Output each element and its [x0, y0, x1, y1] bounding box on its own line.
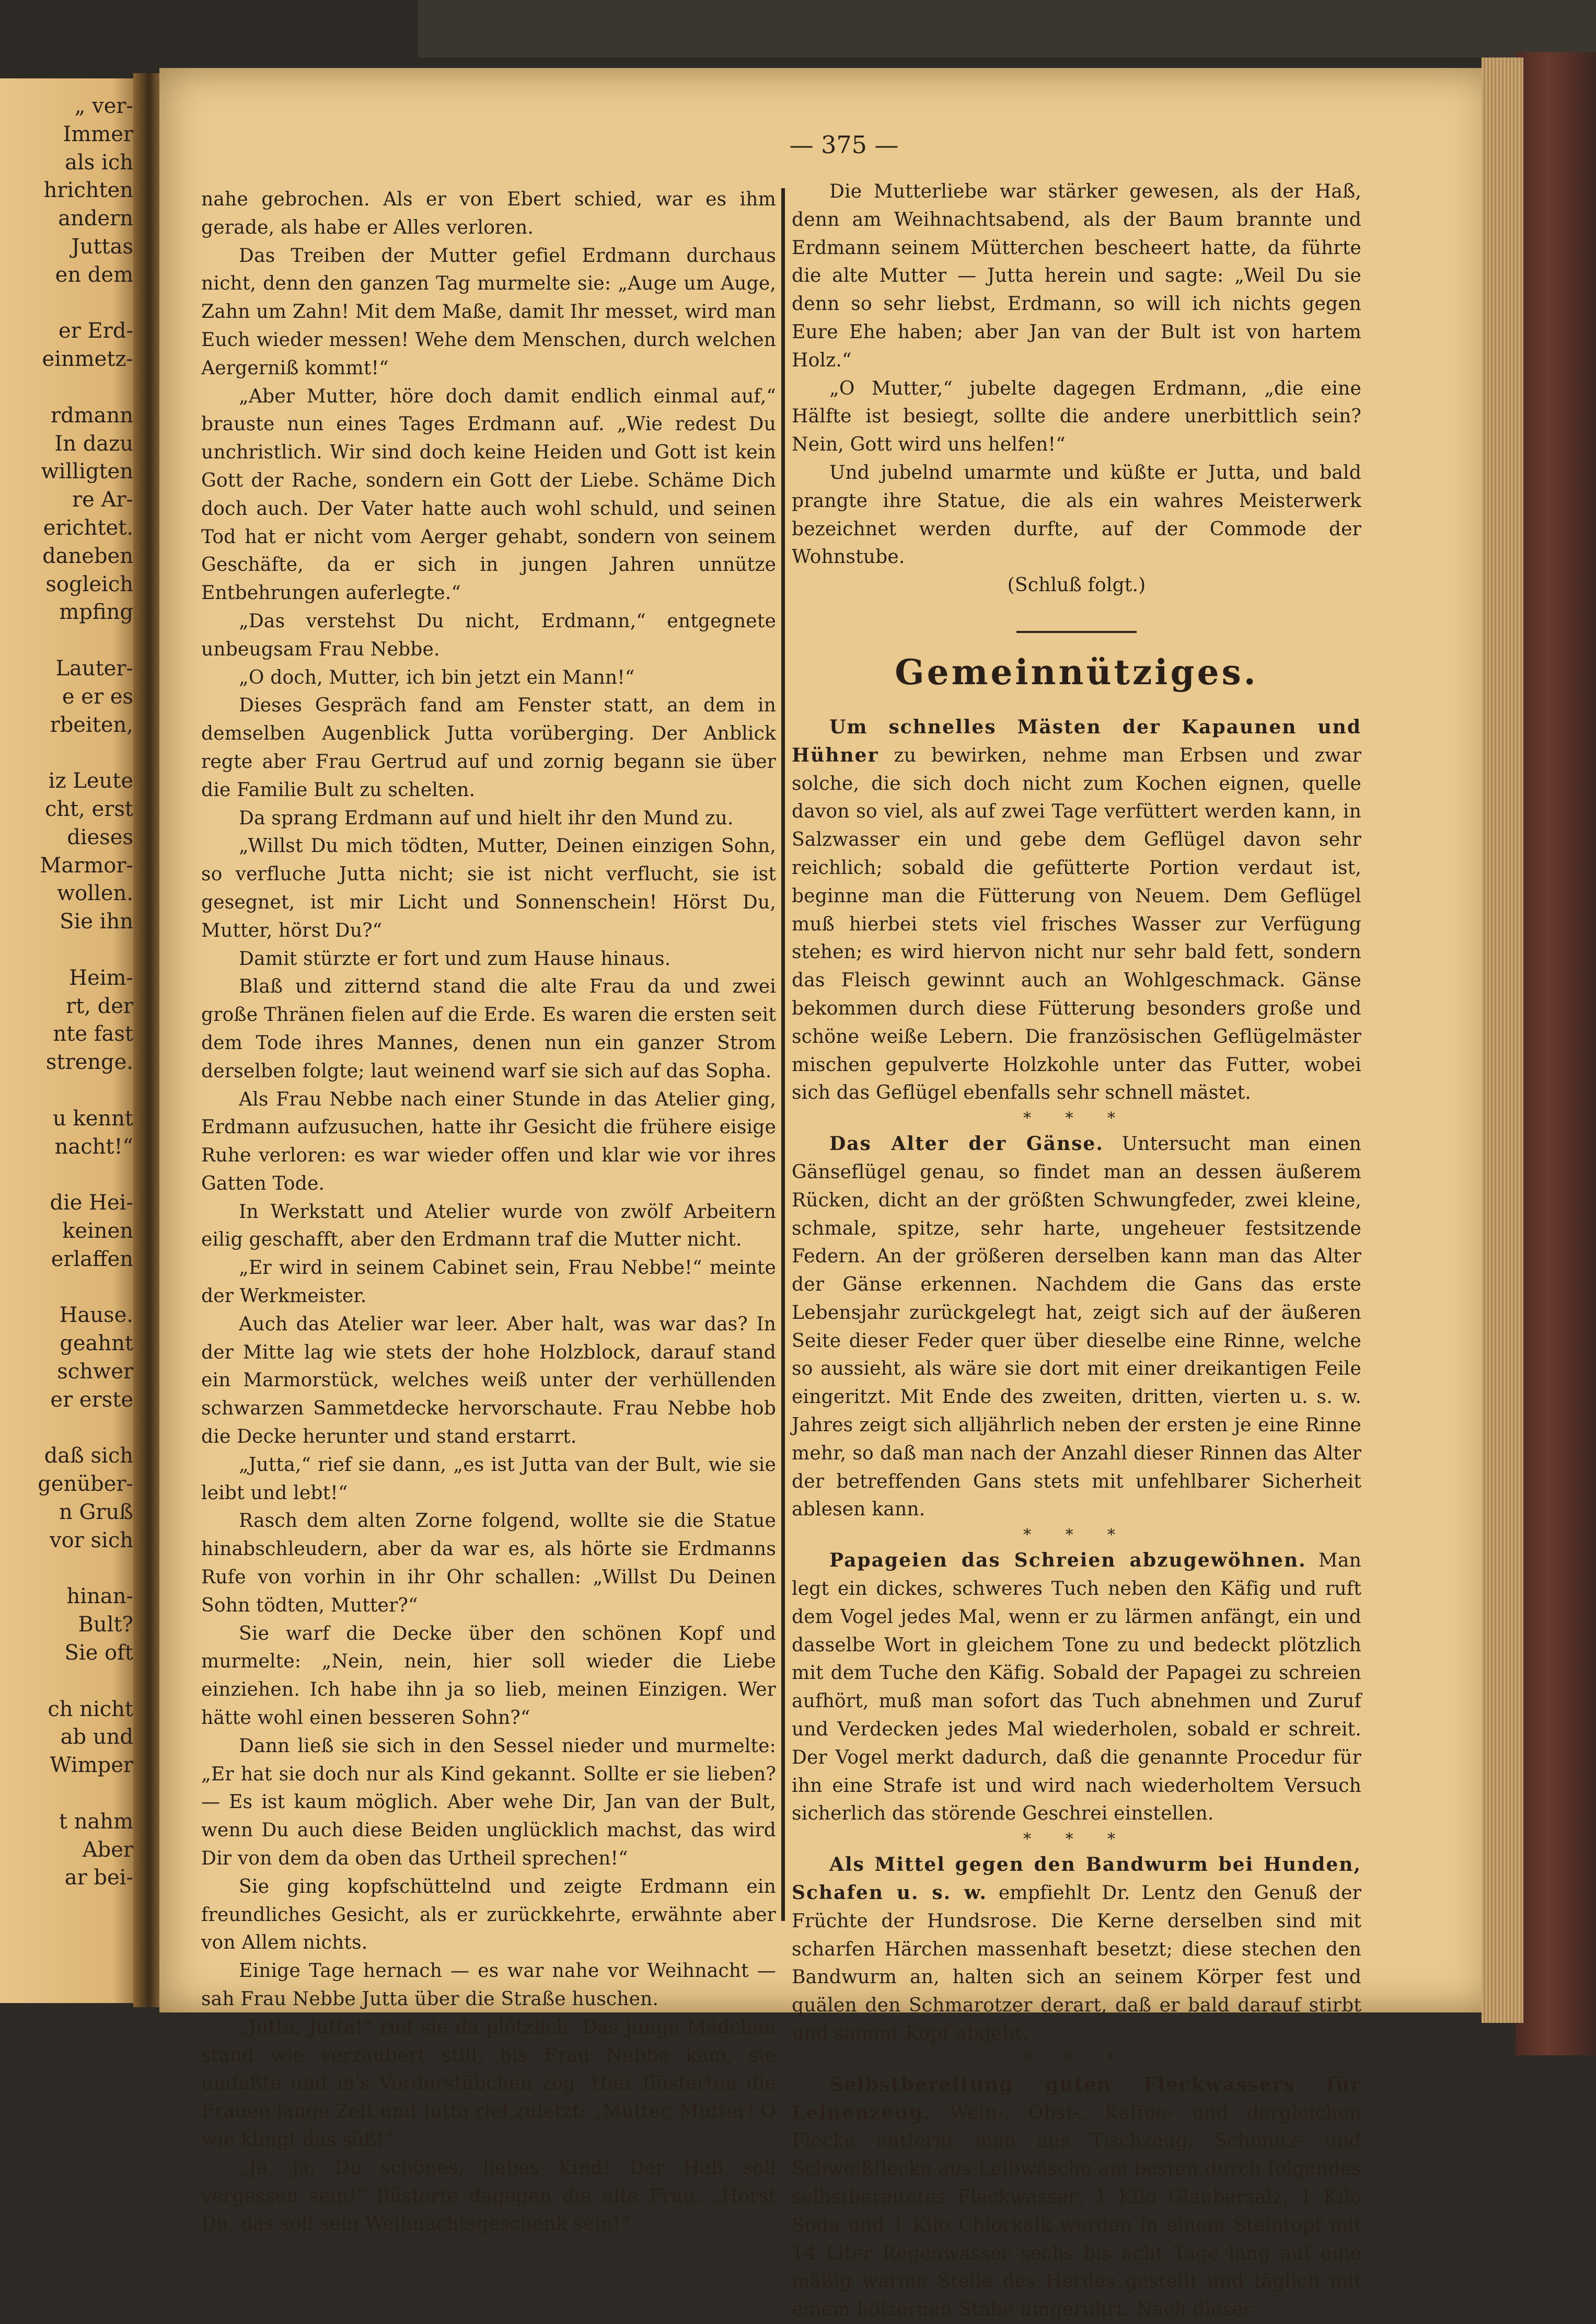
left-page-fragment: ch nicht — [48, 1697, 133, 1721]
story-paragraph: „Aber Mutter, höre doch damit endlich einmal auf,“ brauste nun eines Tages Erdmann auf. „Wie redest Du unchristlich. Wir sind doch keine Heiden und Gott ist kein Gott der Rache, sondern ein Gott der Liebe. Schäme Dich doch auch. Der Vater hatte auch wohl schuld, und seinen Tod hat er nicht vom Aerger gehabt, sondern von seinem Geschäfte, da er sich in jungen Jahren unnütze Entbehrungen auferlegte.“ — [201, 385, 776, 604]
left-page-fragment: rt, der — [65, 994, 133, 1018]
left-page-fragment: vor sich — [50, 1528, 133, 1552]
left-page-fragment: sogleich — [45, 572, 133, 596]
story-paragraph: Dann ließ sie sich in den Sessel nieder und murmelte: „Er hat sie doch nur als Kind gekannt. Sollte er sie lieben? — Es ist kaum möglich. Aber wehe Dir, Jan van der Bult, wenn Du auch diese Beiden unglücklich machst, das wird Dir von dem da oben das Urtheil sprechen!“ — [201, 1735, 776, 1870]
story-paragraph: Als Frau Nebbe nach einer Stunde in das Atelier ging, Erdmann aufzusuchen, hatte ihr Gesicht die frühere eisige Ruhe verloren: es war wieder offen und klar wie vor ihres Gatten Tode. — [201, 1088, 776, 1194]
left-page-fragment: ar bei- — [64, 1866, 133, 1890]
page-number: — 375 — — [789, 131, 899, 159]
left-page-fragment: Sie oft — [64, 1641, 133, 1665]
left-page-fragment: cht, erst — [44, 797, 133, 821]
article-body: empfiehlt Dr. Lentz den Genuß der Früchte der Hundsrose. Die Kerne derselben sind mit scharfen Härchen massenhaft besetzt; diese stechen den Bandwurm an, halten sich an seinem Körper fest und quälen den Schmarotzer derart, daß er bald darauf stirbt und sammt Kopf abgeht. — [792, 1882, 1361, 2045]
story-paragraph: „Das verstehst Du nicht, Erdmann,“ entgegnete unbeugsam Frau Nebbe. — [201, 610, 776, 660]
article-body: Untersucht man einen Gänseflügel genau, so findet man an dessen äußerem Rücken, dicht an der größten Schwungfeder, zwei kleine, schmale, spitze, sehr harte, ungeheuer festsitzende Federn. An der größeren derselben kann man das Alter der Gänse erkennen. Nachdem die Gans das erste Lebensjahr zurückgelegt hat, zeigt sich auf der äußeren Seite dieser Feder quer über dieselbe eine Rinne, welche so aussieht, als wäre sie dort mit einer dreikantigen Feile eingeritzt. Mit Ende des zweiten, dritten, vierten u. s. w. Jahres zeigt sich alljährlich neben der ersten je eine Rinne mehr, so daß man nach der Anzahl dieser Rinnen das Alter der betreffenden Gans stets mit unfehlbarer Sicherheit ablesen kann. — [792, 1133, 1361, 1521]
left-page-fragment: Bult? — [78, 1613, 133, 1637]
tip-article — [792, 1851, 1361, 2048]
left-page-fragment: er erste — [50, 1387, 133, 1412]
left-page-fragment: hrichten — [43, 178, 133, 203]
story-paragraph: „Er wird in seinem Cabinet sein, Frau Nebbe!“ meinte der Werkmeister. — [201, 1257, 776, 1307]
left-page-fragment: Juttas — [71, 235, 133, 259]
left-page-fragment: erlaffen — [51, 1247, 133, 1271]
story-paragraph: Und jubelnd umarmte und küßte er Jutta, und bald prangte ihre Statue, die als ein wahres Meisterwerk bezeichnet werden durfte, auf der Commode der Wohnstube. — [792, 462, 1361, 568]
story-paragraph: Einige Tage hernach — es war nahe vor Weihnacht — sah Frau Nebbe Jutta über die Straße huschen. — [201, 1960, 776, 2010]
right-column — [792, 178, 1361, 2324]
book-cover-edge — [1516, 52, 1596, 2055]
left-page-fragment: mpfing — [59, 600, 133, 625]
left-page-fragment: en dem — [55, 262, 133, 287]
left-page-fragment: genüber- — [38, 1472, 133, 1497]
left-page-fragment: schwer — [57, 1360, 133, 1384]
left-page-fragment: daneben — [42, 544, 133, 568]
left-page-fragment: In dazu — [54, 431, 133, 456]
left-page-fragment: dieses — [67, 825, 133, 849]
page-edges — [1482, 57, 1523, 2023]
article-title: Papageien das Schreien abzugewöhnen. — [829, 1549, 1306, 1572]
story-paragraph: Sie ging kopfschüttelnd und zeigte Erdmann ein freundliches Gesicht, als er zurückkehrte, erwähnte aber von Allem nichts. — [201, 1876, 776, 1954]
left-page-fragment: Immer — [63, 122, 133, 146]
story-paragraph: nahe gebrochen. Als er von Ebert schied, war es ihm gerade, als habe er Alles verloren. — [201, 189, 776, 238]
tip-article — [792, 2071, 1361, 2324]
article-title: Das Alter der Gänse. — [829, 1133, 1104, 1155]
story-paragraph: Sie warf die Decke über den schönen Kopf und murmelte: „Nein, nein, hier soll wieder die Liebe einziehen. Ich habe ihn ja so lieb, meinen Einzigen. Wer hätte wohl einen besseren Sohn?“ — [201, 1623, 776, 1729]
left-page-fragment: Aber — [82, 1837, 133, 1862]
story-paragraph: In Werkstatt und Atelier wurde von zwölf Arbeitern eilig geschafft, aber den Erdmann traf die Mutter nicht. — [201, 1201, 776, 1251]
book-binding-top — [418, 0, 1596, 57]
left-page-fragment: Wimper — [50, 1753, 133, 1778]
left-page-fragment: einmetz- — [42, 347, 133, 372]
left-page-fragment: willigten — [41, 459, 133, 484]
tip-article — [792, 714, 1361, 1107]
left-page-fragment: n Gruß — [59, 1500, 133, 1524]
left-page-fragment: daß sich — [44, 1444, 133, 1468]
left-page-fragment: rdmann — [50, 403, 133, 428]
article-separator: * * * — [1023, 1830, 1130, 1849]
article-title: Als Mittel gegen den Bandwurm bei Hunden, Schafen u. s. w. — [792, 1854, 1361, 1904]
story-paragraph: Blaß und zitternd stand die alte Frau da und zwei große Thränen fielen auf die Erde. Es waren die ersten seit dem Tode ihres Mannes, denen nun ein ganzer Strom derselben folgte; laut weinend warf sie sich auf das Sopha. — [201, 976, 776, 1082]
article-separator: * * * — [1023, 1526, 1130, 1545]
article-body: Man legt ein dickes, schweres Tuch neben den Käfig und ruft dem Vogel jedes Mal, wenn er zu lärmen anfängt, ein und dasselbe Wort in gleichem Tone zu und bedeckt plötzlich mit dem Tuche den Käfig. Sobald der Papagei zu schreien aufhört, muß man sofort das Tuch abnehmen und Zuruf und Verdecken jedes Mal wiederholen, sobald er schreit. Der Vogel merkt dadurch, daß die genannte Procedur für ihn eine Strafe ist und wird nach wiederholtem Versuch sicherlich das störende Geschrei einstellen. — [792, 1550, 1361, 1825]
story-paragraph: „Willst Du mich tödten, Mutter, Deinen einzigen Sohn, so verfluche Jutta nicht; sie ist nicht verflucht, sie ist gesegnet, ist mir Licht und Sonnenschein! Hörst Du, Mutter, hörst Du?“ — [201, 835, 776, 941]
left-page-fragment: nte fast — [53, 1022, 133, 1046]
article-title: Selbstbereitung guten Fleckwassers für Leinenzeug. — [792, 2073, 1361, 2124]
left-page-fragment: als ich — [65, 150, 133, 175]
left-page-fragment: Hause. — [59, 1303, 133, 1328]
article-title: Um schnelles Mästen der Kapaunen und Hühner — [792, 716, 1361, 766]
left-page-fragment: ab und — [60, 1725, 133, 1750]
story-paragraph: „Ja, ja, Du schönes, liebes Kind! Der Haß soll vergessen sein!“ flüsterte dagegen die alte Frau. „Hörst Du, das soll sein Weihnachtsgeschenk sein!“ — [201, 2157, 776, 2235]
tip-article — [792, 1547, 1361, 1828]
left-page-fragment: geahnt — [60, 1331, 133, 1356]
left-page-fragment: „ ver- — [74, 94, 133, 118]
tip-article — [792, 1130, 1361, 1524]
to-be-continued: (Schluß folgt.) — [1007, 574, 1146, 596]
left-page-fragment: Lauter- — [55, 657, 133, 681]
story-paragraph: Rasch dem alten Zorne folgend, wollte sie die Statue hinabschleudern, aber da war es, als hörte sie Erdmanns Rufe von vorhin in ihr Ohr schallen: „Willst Du Deinen Sohn tödten, Mutter?“ — [201, 1510, 776, 1616]
left-page-fragment: die Hei- — [50, 1191, 133, 1215]
story-paragraph: „Jutta,“ rief sie dann, „es ist Jutta van der Bult, wie sie leibt und lebt!“ — [201, 1454, 776, 1504]
right-page — [159, 68, 1508, 2321]
story-paragraph: Da sprang Erdmann auf und hielt ihr den Mund zu. — [239, 807, 734, 829]
left-page-fragment: u kennt — [53, 1106, 133, 1131]
left-page-fragment: Heim- — [69, 965, 133, 990]
left-column — [201, 186, 776, 2238]
column-divider — [781, 188, 785, 1921]
left-page-fragment: t nahm — [59, 1809, 133, 1834]
left-page-fragment: andern — [58, 206, 133, 231]
left-page-fragment: nacht!“ — [54, 1134, 133, 1159]
story-paragraph: Damit stürzte er fort und zum Hause hinaus. — [239, 948, 671, 970]
story-paragraph: „Jutta, Jutta!“ rief sie da plötzlich. Das junge Mädchen stand wie verzaubert still, bis Frau Nebbe kam, sie umfaßte und in's Vorderstübchen zog. Hier flüsterten die Frauen lange Zeit und Jutta rief zuletzt: „Mutter, Mutter! O wie klingt das süß!“ — [201, 2016, 777, 2150]
story-paragraph: Auch das Atelier war leer. Aber halt, was war das? In der Mitte lag wie stets der hohe Holzblock, darauf stand ein Marmorstück, welches weiß unter der verhüllenden schwarzen Sammetdecke hervorschaute. Frau Nebbe hob die Decke herunter und stand erstarrt. — [201, 1313, 776, 1448]
left-page-fragment: e er es — [62, 684, 133, 709]
left-page — [0, 78, 141, 2003]
story-paragraph: Das Treiben der Mutter gefiel Erdmann durchaus nicht, denn den ganzen Tag murmelte sie: „Auge um Auge, Zahn um Zahn! Mit dem Maße, damit Ihr messet, wird man Euch wieder messen! Wehe dem Menschen, durch welchen Aergerniß kommt!“ — [201, 245, 776, 379]
left-page-fragment: Marmor- — [40, 853, 133, 878]
left-page-fragment: keinen — [62, 1219, 133, 1243]
article-body: Wein-, Obst-, Kaffee- und dergleichen Flecke entfernt man aus Tischzeug, Schmutz- und Schweißflecke aus Leibwäsche am besten durch folgendes selbstbereitetes Fleckwasser: 1 Kilo Glaubersalz, 1 Kilo Soda und 1 Kilo Chlorkalk werden in einem Steintopf mit 14 Liter Regenwasser sechs bis acht Tage lang auf eine mäßig warme Stelle des Herdes gestellt und täglich mit einem hölzernen Stabe umgerührt. Nach dieser — [792, 2102, 1361, 2321]
left-page-fragment: wollen. — [56, 881, 133, 906]
article-body: zu bewirken, nehme man Erbsen und zwar solche, die sich doch nicht zum Kochen eignen, quelle davon so viel, als auf zwei Tage verfüttert werden kann, in Salzwasser ein und gebe dem Geflügel davon sehr reichlich; sobald die gefütterte Portion verdaut ist, beginne man die Fütterung von Neuem. Dem Geflügel muß hierbei stets viel frisches Wasser zur Verfügung stehen; es wird hiervon nicht nur sehr bald fett, sondern das Fleisch gewinnt auch an Wohlgeschmack. Gänse bekommen durch diese Fütterung besonders große und schöne weiße Lebern. Die französischen Geflügelmäster mischen gepulverte Holzkohle unter das Futter, wobei sich das Geflügel ebenfalls sehr schnell mästet. — [792, 744, 1361, 1104]
story-paragraph: „O Mutter,“ jubelte dagegen Erdmann, „die eine Hälfte ist besiegt, sollte die andere unerbittlich sein? Nein, Gott wird uns helfen!“ — [792, 377, 1361, 456]
left-page-fragment: Sie ihn — [60, 910, 133, 934]
section-rule — [1016, 631, 1137, 633]
article-separator: * * * — [1023, 1109, 1130, 1128]
left-page-fragment: strenge. — [45, 1050, 133, 1075]
story-paragraph: Dieses Gespräch fand am Fenster statt, an dem in demselben Augenblick Jutta vorüberging. Der Anblick regte aber Frau Gertrud auf und zornig begann sie über die Familie Bult zu schelten. — [201, 695, 776, 801]
article-separator: * * * — [1023, 2050, 1130, 2068]
left-page-fragment: iz Leute — [48, 769, 133, 793]
story-paragraph: Die Mutterliebe war stärker gewesen, als der Haß, denn am Weihnachtsabend, als der Baum brannte und Erdmann seinem Mütterchen bescheert hatte, da führte die alte Mutter — Jutta herein und sagte: „Weil Du sie denn so sehr liebst, Erdmann, so will ich nichts gegen Eure Ehe haben; aber Jan van der Bult ist von hartem Holz.“ — [792, 181, 1361, 371]
left-page-fragment: erichtet. — [43, 516, 133, 540]
story-paragraph: „O doch, Mutter, ich bin jetzt ein Mann!“ — [239, 666, 635, 688]
left-page-fragment: rbeiten, — [50, 712, 133, 737]
left-page-fragment: re Ar- — [72, 488, 133, 512]
left-page-fragment: er Erd- — [59, 319, 133, 343]
left-page-fragment: hinan- — [66, 1584, 133, 1609]
section-heading: Gemeinnütziges. — [895, 651, 1258, 693]
